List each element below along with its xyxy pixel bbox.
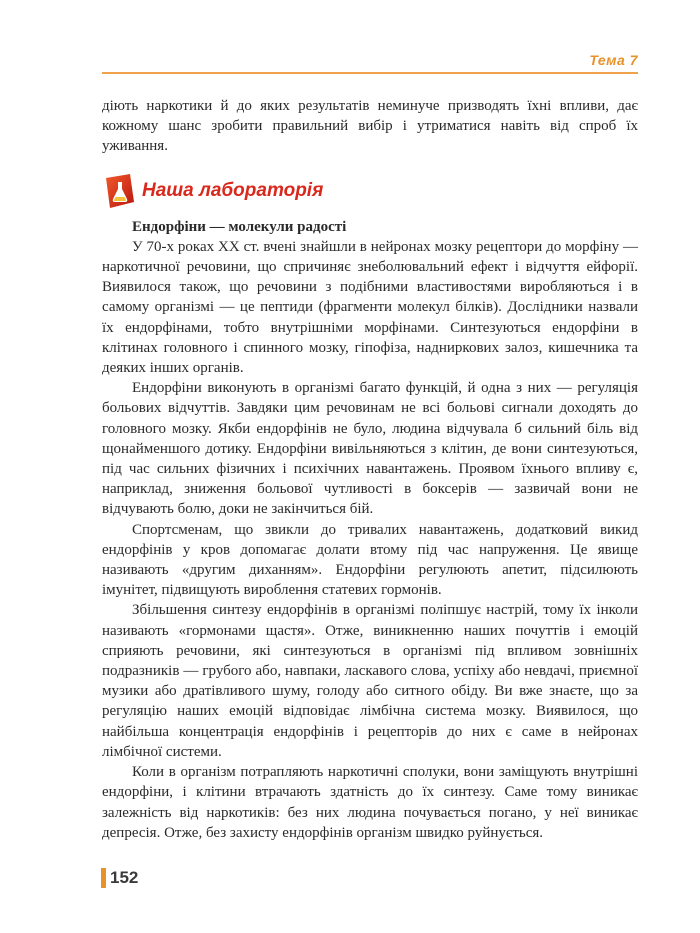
page-number-marker — [101, 868, 106, 888]
page-content — [102, 96, 638, 843]
page-number — [101, 868, 138, 888]
lab-paragraph: Спортсменам, що звикли до тривалих навантажень, додатковий викид ендорфінів у кров допомагає долати втому під час напруження. Це явище називають «другим диханням». Ендорфіни регулюють апетит, підсилюють імунітет, підвищують вироблення статевих гормонів. — [102, 521, 638, 599]
section-title: Ендорфіни — молекули радості — [132, 218, 347, 235]
lab-paragraph: Збільшення синтезу ендорфінів в організмі поліпшує настрій, тому їх інколи називають «гормонами щастя». Отже, виникненню наших почуттів і емоцій сприяють речовини, які синтезуються в організмі під впливом зовнішніх подразників — грубого або, навпаки, ласкавого слова, успіху або невдачі, приємної музики або дратівливого шуму, голоду або ситного обіду. Ви вже знаєте, що за регуляцію наших емоцій відповідає лімбічна система мозку. Виявилося, що найбільша концентрація ендорфінів і рецепторів до них є саме в нейронах лімбічної системи. — [102, 602, 638, 760]
lab-paragraph: Ендорфіни виконують в організмі багато функцій, й одна з них — регуляція больових відчуттів. Завдяки цим речовинам не всі больові сигнали доходять до головного мозку. Якби ендорфінів не було, людина відчувала б сильний біль від щонайменшого дотику. Ендорфіни вивільняються з клітин, де вони синтезуються, під час сильних фізичних і психічних навантажень. Проявом їхнього впливу є, наприклад, зниження больової чутливості в боксерів — зазвичай вони не відчувають болю, доки не закінчиться бій. — [102, 380, 638, 518]
lab-header — [102, 171, 638, 211]
page-number-text: 152 — [110, 868, 139, 887]
lab-paragraph: Коли в організм потрапляють наркотичні сполуки, вони заміщують внутрішні ендорфіни, і клітини втрачають здатність до їх синтезу. Саме тому виникає залежність від наркотиків: без них людина почувається погано, у неї виникає депресія. Отже, без захисту ендорфінів організм швидко руйнується. — [102, 764, 638, 841]
topic-label: Тема 7 — [589, 52, 638, 68]
header-divider — [102, 72, 638, 74]
lab-paragraph: У 70-х роках ХХ ст. вчені знайшли в нейронах мозку рецептори до морфіну — наркотичної речовини, що спричиняє знеболювальний ефект і відчуття ейфорії. Виявилося також, що речовини з подібними властивостями виробляються і в самому організмі — це пептиди (фрагменти молекул білків). Дослідники назвали їх ендорфінами, тобто внутрішніми морфінами. Синтезуються ендорфіни в клітинах головного і спинного мозку, гіпофіза, надниркових залоз, кишечника та деяких інших органів. — [102, 238, 638, 377]
lab-flask-icon — [102, 172, 136, 210]
lab-title: Наша лабораторія — [142, 179, 324, 201]
intro-paragraph: діють наркотики й до яких результатів неминуче призводять їхні впливи, дає кожному шанс зробити правильний вибір і утриматися навіть від спроб їх уживання. — [102, 98, 638, 155]
